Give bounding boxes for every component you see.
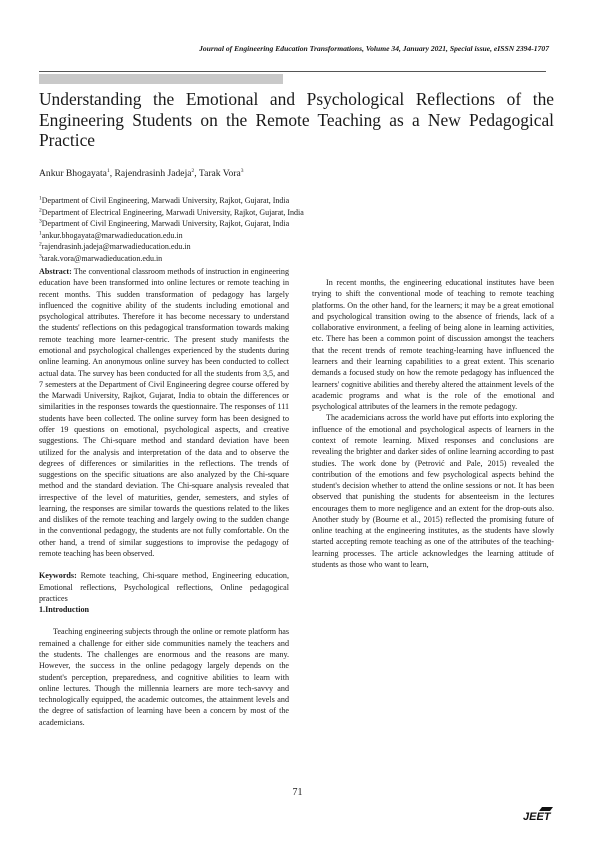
author-email[interactable] [39,241,304,253]
keywords [39,570,289,604]
intro-paragraph-2: In recent months, the engineering educational institutes have been trying to shift the conventional mode of teaching to remote teaching platforms. On the other hand, for the learners; it may be a great emotional and psychological transition owing to the absence of friends, lack of a collaborative environment, a feeling of being alone in learning activities, etc. There has been a common point of discussion amongst the teachers that the recent trends of remote teaching-learning have influenced the learners and their learning capabilities to a great extent. This scenario demands a focused study on how the remote pedagogy has influenced the learners' cognitive abilities and thereby altered the attainment levels of the academic programs and what is the role of the emotional and psychological attributes of the learners in the remote pedagogy. [312,278,554,412]
journal-header: Journal of Engineering Education Transformations, Volume 34, January 2021, Special issue, eISSN 2394-1707 [199,44,549,53]
keywords-text: Remote teaching, Chi-square method, Engineering education, Emotional reflections, Psychological reflections, Online pedagogical practices [39,571,289,603]
author-sup: 3 [240,167,244,174]
logo-swoosh [539,807,553,811]
affiliation-text: Department of Electrical Engineering, Marwadi University, Rajkot, Gujarat, India [41,207,304,217]
intro-paragraph-3: The academicians across the world have put efforts into exploring the influence of the emotional and psychological aspects of learners in the context of remote learning. Mixed responses and conclusions are revealing the brighter and darker sides of online learning according to past studies. The work done by (Petrović and Pale, 2015) revealed the contribution of the emotions and few psychological aspects behind the student's decision whether to attend the online sessions or not. It has been observed that punishing the students for absenteeism in the lectures encourages them to more negligence and an extent for the drop-outs also. Another study by (Bourne et al., 2015) reflected the promising future of online teaching at the engineering institutes, as the students have slowly started accepting remote teaching as one of the attributes of the teaching-learning processes. The article acknowledges the learning attitude of students as those who want to learn, [312,413,554,570]
author-email[interactable] [39,230,304,242]
affiliation-sup: 2 [39,206,42,213]
header-rule [39,71,546,72]
email-text[interactable]: rajendrasinh.jadeja@marwadieducation.edu.in [41,242,191,252]
affiliation [39,195,304,207]
author-name: Rajendrasinh Jadeja [114,168,192,179]
affiliation-sup: 3 [39,218,42,225]
author-list: Ankur Bhogayata$^1$, Rajendrasinh Jadeja$^2$, Tarak Vora$^3$ [39,167,244,179]
author-sup: 1 [106,167,110,174]
left-column [39,266,289,728]
section-heading: 1.Introduction [39,605,89,615]
page-number: 71 [292,787,303,798]
affiliation-sup: 1 [39,195,42,202]
abstract-text: The conventional classroom methods of instruction in engineering education have been transformed into online lectures or remote teaching in recent months. This sudden transformation of pedagogy has largely influenced the cognitive ability of the students including emotional and psychological attributes. Therefore it has become necessary to understand the students' reflections on this pedagogical transformation towards making remote teaching more learner-centric. The present study manifests the emotional and psychological challenges experienced by the students during online learning. An anonymous online survey has been conducted to collect actual data. The survey has been conducted for all the students from 3,5, and 7 semesters at the Department of Civil Engineering degree course offered by the Marwadi University, Rajkot, Gujarat, India to obtain the differences or similarities in the responses towards the questionnaire. The responses of 111 students have been collected. The online survey form has been designed to offer 19 questions on emotional, psychological aspects, and creative suggestions. The Chi-square method and standard deviation have been utilized for the analysis and interpretation of the data and to observe the degrees of differences or similarities in the reflections. The trends of suggestions on the specific situations are also analyzed by the Chi-square method and the standard deviation. The Chi-square analysis revealed that irrespective of the level of maturities, gender, semesters, and styles of learning, the responses are similar towards the questions related to the likes and dislikes of the remote teaching and largely owing to the sudden change in the conventional pedagogy, the students are not fully comfortable. On the other hand, a trend of similar suggestions to improvise the pedagogy of remote teaching has been observed. [39,267,289,559]
author-sup: 2 [191,167,195,174]
intro-paragraph-1: Teaching engineering subjects through the online or remote platform has remained a challenge for either side communities namely the teachers and the students. The challenges are enormous and the reasons are many. However, the success in the online pedagogy largely depends on the student's perception, preparedness, and cognitive abilities to learn with online lectures. Though the millennia learners are more tech-savvy and technologically equipped, the academic outcomes, the attainment levels and the degree of satisfaction of learning have been a concern by most of the academicians. [39,627,289,727]
author-email[interactable] [39,253,304,265]
email-sup: 3 [39,253,42,260]
affiliation [39,207,304,219]
author-name: Ankur Bhogayata [39,168,107,179]
right-column [312,266,554,570]
abstract [39,266,289,559]
header-accent-bar [39,74,283,84]
email-text[interactable]: ankur.bhogayata@marwadieducation.edu.in [41,230,183,240]
abstract-label: Abstract: [39,267,72,276]
paper-title: Understanding the Emotional and Psychological Reflections of the Engineering Students on the Remote Teaching as a New Pedagogical Practice [39,89,554,150]
affiliation-text: Department of Civil Engineering, Marwadi University, Rajkot, Gujarat, India [41,196,290,205]
author-name: Tarak Vora [198,168,241,179]
email-sup: 2 [39,241,42,248]
affiliation-list [39,195,304,265]
keywords-label: Keywords: [39,571,77,581]
journal-logo [522,805,556,823]
logo-text: JEET [523,811,551,823]
email-text[interactable]: tarak.vora@marwadieducation.edu.in [41,253,163,263]
affiliation [39,218,304,230]
email-sup: 1 [39,230,42,237]
affiliation-text: Department of Civil Engineering, Marwadi University, Rajkot, Gujarat, India [41,219,290,229]
